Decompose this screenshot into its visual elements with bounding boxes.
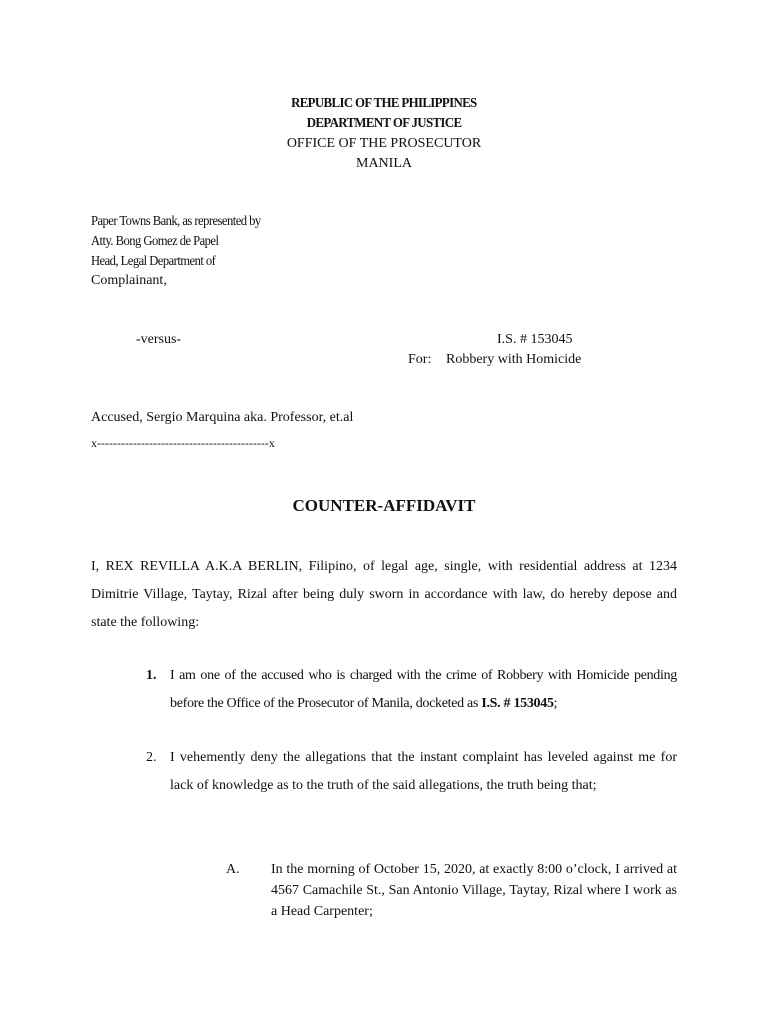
versus-label: -versus-	[136, 332, 182, 347]
item-number: 2.	[146, 750, 157, 765]
header-office: OFFICE OF THE PROSECUTOR	[286, 136, 482, 151]
for-label: For:	[408, 352, 432, 367]
header-department: DEPARTMENT OF JUSTICE	[306, 116, 462, 131]
for-value: Robbery with Homicide	[446, 352, 582, 367]
sub-item-body: In the morning of October 15, 2020, at exactly 8:00 o’clock, I arrived at 4567 Camachile St., San Antonio Village, Taytay, Rizal where I work as a Head Carpenter;	[271, 862, 677, 919]
intro-text: Filipino, of legal age, single, with residential address at 1234 Dimitrie Village, Taytay, Rizal after being duly sworn in accordance with law, do hereby depose and state the following:	[91, 559, 677, 630]
caption-divider: x-------------------------------------------x	[91, 436, 275, 450]
complainant-line-1: Paper Towns Bank, as represented by	[91, 214, 261, 229]
item-body: I vehemently deny the allegations that the instant complaint has leveled against me for lack of knowledge as to the truth of the said allegations, the truth being that;	[170, 750, 677, 793]
list-item	[146, 744, 677, 800]
accused-line: Accused, Sergio Marquina aka. Professor, et.al	[91, 410, 354, 425]
complainant-label: Complainant,	[91, 273, 167, 288]
complainant-line-2: Atty. Bong Gomez de Papel	[91, 234, 219, 249]
document-title: COUNTER-AFFIDAVIT	[292, 496, 476, 515]
complainant-line-3: Head, Legal Department of	[91, 254, 216, 269]
list-item	[146, 662, 677, 718]
item-body: I am one of the accused who is charged with the crime of Robbery with Homicide pending before the Office of the Prosecutor of Manila, docketed as I.S. # 153045;	[170, 668, 677, 711]
intro-paragraph	[91, 553, 677, 637]
affiant-name: I, REX REVILLA A.K.A BERLIN,	[91, 559, 303, 574]
docket-number: I.S. # 153045	[481, 696, 554, 711]
sub-item-letter: A.	[226, 862, 240, 877]
item-number: 1.	[146, 668, 157, 683]
header-republic: REPUBLIC OF THE PHILIPPINES	[291, 96, 477, 111]
case-number: I.S. # 153045	[497, 332, 573, 347]
header-city: MANILA	[356, 156, 412, 171]
sub-list-item	[226, 859, 677, 922]
